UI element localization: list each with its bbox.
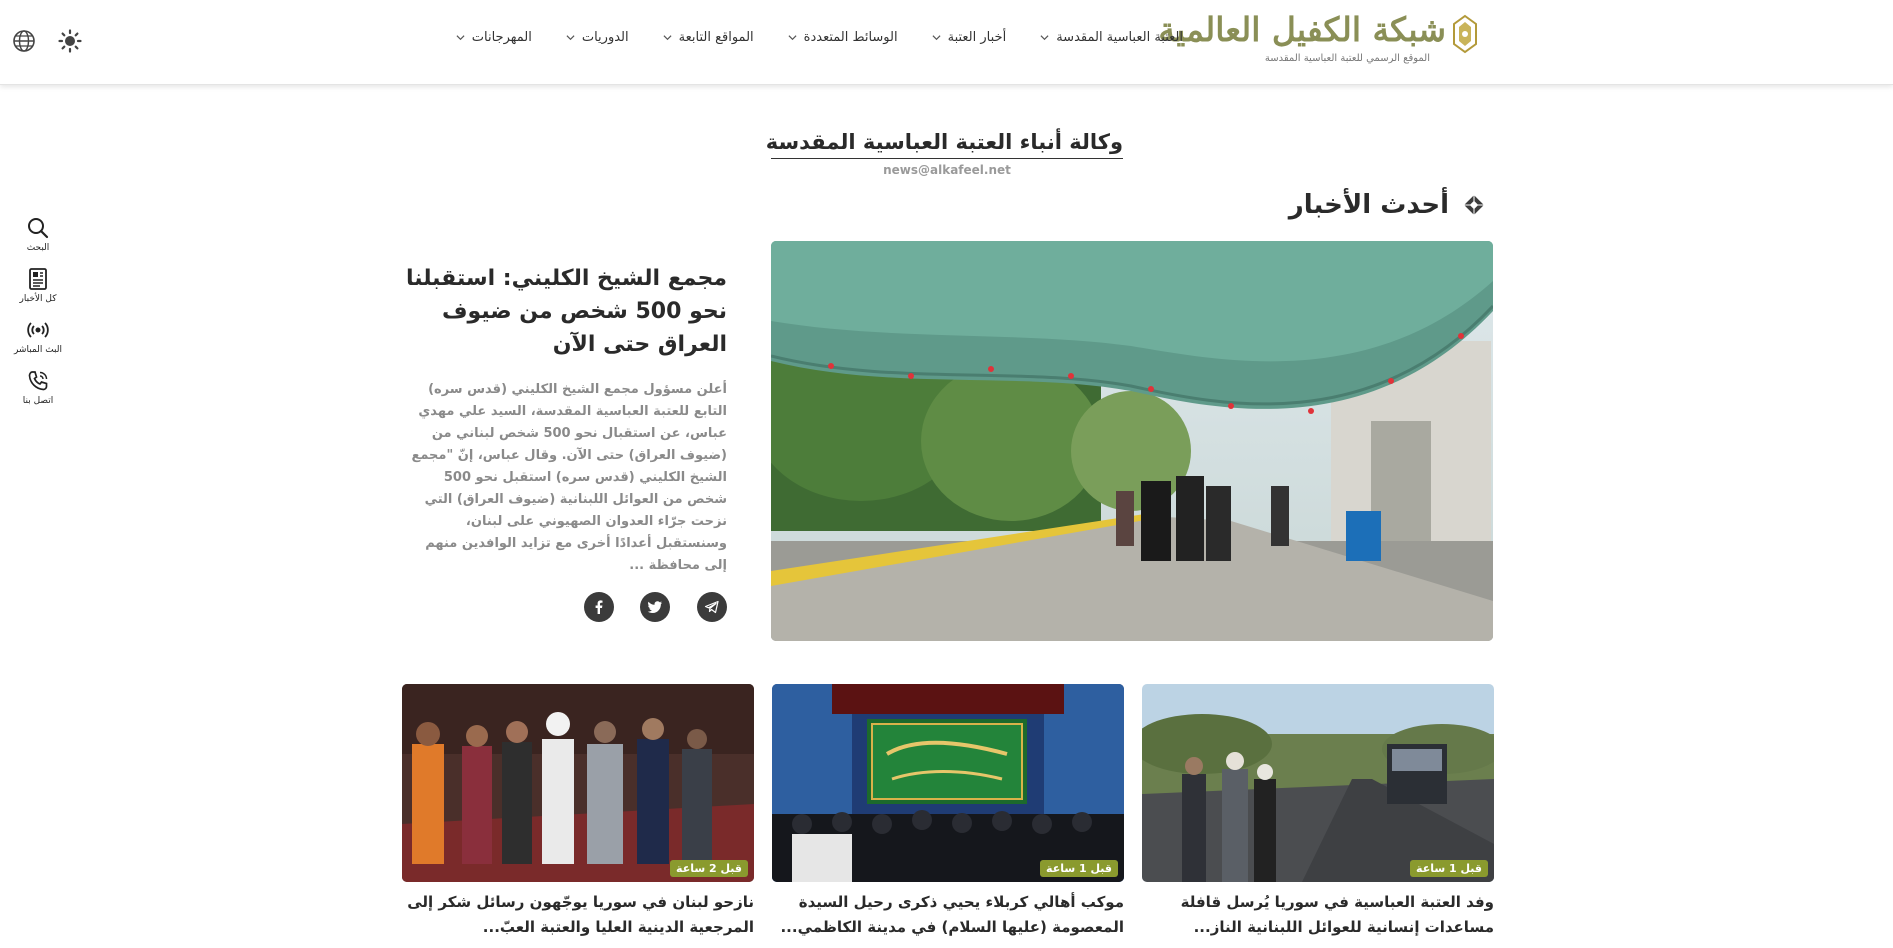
news-card-title[interactable]: نازحو لبنان في سوريا يوجّهون رسائل شكر إلى المرجعية الدينية العليا والعتبة العبّ... [407, 893, 754, 936]
logo-subtitle: الموقع الرسمي للعتبة العباسية المقدسة [1264, 53, 1430, 64]
telegram-icon [704, 599, 720, 615]
nav-item-label: العتبة العباسية المقدسة [1056, 30, 1183, 45]
newspaper-icon [26, 267, 50, 291]
news-card-photo [402, 684, 754, 882]
nav-item-shrine-news[interactable] [932, 30, 1007, 45]
chevron-down-icon [788, 33, 797, 42]
sidebar-item-label: كل الأخبار [19, 294, 57, 304]
main-nav [456, 30, 1183, 45]
featured-news-text [402, 262, 727, 577]
sidebar-item-search[interactable] [10, 216, 66, 253]
latest-news-heading [1289, 190, 1487, 220]
nav-item-multimedia[interactable] [788, 30, 898, 45]
news-card-title[interactable]: موكب أهالي كربلاء يحيي ذكرى رحيل السيدة المعصومة (عليها السلام) في مدينة الكاظمي... [780, 893, 1124, 936]
share-telegram-button[interactable] [697, 592, 727, 622]
chevron-down-icon [566, 33, 575, 42]
news-card[interactable] [402, 684, 754, 940]
nav-item-periodicals[interactable] [566, 30, 629, 45]
nav-item-label: المهرجانات [471, 30, 532, 45]
logo-emblem-icon [1450, 14, 1480, 54]
sidebar-item-all-news[interactable] [10, 267, 66, 304]
chevron-down-icon [456, 33, 465, 42]
chevron-down-icon [932, 33, 941, 42]
featured-photo [771, 241, 1493, 641]
site-header [0, 0, 1893, 85]
nav-item-label: المواقع التابعة [678, 30, 754, 45]
share-facebook-button[interactable] [584, 592, 614, 622]
nav-item-label: الوسائط المتعددة [803, 30, 898, 45]
featured-news-image[interactable] [771, 241, 1493, 641]
share-twitter-button[interactable] [640, 592, 670, 622]
news-card-photo [1142, 684, 1494, 882]
featured-news-excerpt: أعلن مسؤول مجمع الشيخ الكليني (قدس سره) التابع للعتبة العباسية المقدسة، السيد علي مهدي عباس، عن استقبال نحو 500 شخص لبناني من (ضيوف العراق) حتى الآن. وقال عباس، إنّ "مجمع الشيخ الكليني (قدس سره) استقبل نحو 500 شخص من العوائل اللبنانية (ضيوف العراق) التي نزحت جرّاء العدوان الصهيوني على لبنان، وسنستقبل أعدادًا أخرى مع تزايد الوافدين منهم إلى محافظة ... [411, 382, 727, 573]
nav-item-label: أخبار العتبة [947, 30, 1007, 45]
nav-item-festivals[interactable] [456, 30, 532, 45]
time-badge: قبل 1 ساعة [1410, 860, 1488, 877]
quick-links-sidebar [10, 216, 66, 420]
phone-icon [26, 369, 50, 393]
agency-title[interactable]: وكالة أنباء العتبة العباسية المقدسة [771, 130, 1123, 159]
facebook-icon [591, 599, 607, 615]
sidebar-item-label: البحث [26, 243, 50, 253]
nav-item-label: الدوريات [581, 30, 629, 45]
globe-icon[interactable] [12, 29, 36, 53]
twitter-icon [647, 599, 663, 615]
news-card-image[interactable] [1142, 684, 1494, 882]
nav-item-affiliated-sites[interactable] [663, 30, 754, 45]
news-card[interactable] [1142, 684, 1494, 940]
agency-heading [765, 130, 1123, 177]
time-badge: قبل 1 ساعة [1040, 860, 1118, 877]
agency-email[interactable]: news@alkafeel.net [883, 163, 1011, 177]
news-card-image[interactable] [772, 684, 1124, 882]
sidebar-item-live-broadcast[interactable] [10, 318, 66, 355]
site-logo[interactable] [1158, 10, 1480, 72]
broadcast-icon [26, 318, 50, 342]
diamond-ornament-icon [1461, 192, 1487, 218]
nav-item-holy-shrine[interactable] [1040, 30, 1183, 45]
section-title: أحدث الأخبار [1288, 190, 1449, 220]
news-card-image[interactable] [402, 684, 754, 882]
news-card-title[interactable]: وفد العتبة العباسية في سوريا يُرسل قافلة مساعدات إنسانية للعوائل اللبنانية الناز... [1180, 893, 1494, 936]
chevron-down-icon [663, 33, 672, 42]
sidebar-item-label: البث المباشر [13, 345, 63, 355]
chevron-down-icon [1040, 33, 1049, 42]
sidebar-item-contact[interactable] [10, 369, 66, 406]
sidebar-item-label: اتصل بنا [22, 396, 54, 406]
time-badge: قبل 2 ساعة [670, 860, 748, 877]
logo-title: شبكة الكفيل العالمية [1158, 10, 1446, 49]
featured-news-title[interactable]: مجمع الشيخ الكليني: استقبلنا نحو 500 شخص من ضيوف العراق حتى الآن [405, 266, 727, 357]
sun-icon[interactable] [58, 29, 82, 53]
news-card[interactable] [772, 684, 1124, 940]
search-icon [26, 216, 50, 240]
news-card-photo [772, 684, 1124, 882]
